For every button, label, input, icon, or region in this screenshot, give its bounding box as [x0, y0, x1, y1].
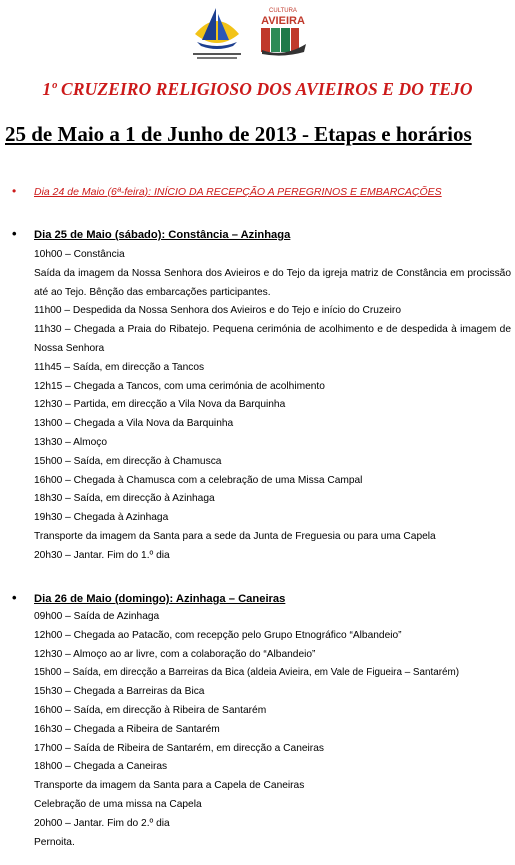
schedule-item: 16h30 – Chegada a Ribeira de Santarém	[34, 723, 220, 735]
page-title: 1º CRUZEIRO RELIGIOSO DOS AVIEIROS E DO TEJO	[42, 79, 473, 99]
bullet-icon: •	[12, 226, 17, 241]
schedule-item: 12h00 – Chegada ao Patacão, com recepção pelo Grupo Etnográfico “Albandeio”	[34, 629, 402, 641]
schedule-item: 13h30 – Almoço	[34, 436, 108, 448]
schedule-item: Celebração de uma missa na Capela	[34, 798, 202, 810]
schedule-item: Transporte da imagem da Santa para a Capela de Caneiras	[34, 780, 305, 792]
schedule-item: 20h30 – Jantar. Fim do 1.º dia	[34, 549, 170, 561]
nossa-senhora-logo	[189, 4, 245, 62]
schedule-heading: 25 de Maio a 1 de Junho de 2013 - Etapas e horários	[5, 122, 472, 146]
schedule-item: 12h15 – Chegada a Tancos, com uma cerimónia de acolhimento	[34, 380, 325, 392]
schedule-item: Pernoita.	[34, 836, 75, 848]
day-schedule-list	[34, 246, 511, 566]
schedule-item: 18h00 – Chegada a Caneiras	[34, 761, 168, 773]
pre-day-note: • Dia 24 de Maio (6ª-feira): INÍCIO DA RECEPÇÃO A PEREGRINOS E EMBARCAÇÕES	[12, 184, 442, 198]
schedule-item: 16h00 – Chegada à Chamusca com a celebração de uma Missa Campal	[34, 474, 363, 486]
bullet-icon: •	[12, 184, 17, 198]
schedule-item: 15h00 – Saída, em direcção a Barreiras da Bica (aldeia Avieira, em Vale de Figueira – Santarém)	[34, 667, 460, 679]
cultura-avieira-logo	[258, 6, 308, 58]
schedule-item: 17h00 – Saída de Ribeira de Santarém, em direcção a Caneiras	[34, 742, 324, 754]
day-heading: • Dia 26 de Maio (domingo): Azinhaga – Caneiras	[12, 590, 286, 605]
schedule-item: 09h00 – Saída de Azinhaga	[34, 611, 160, 622]
header-logos	[0, 4, 515, 64]
schedule-item: 12h30 – Partida, em direcção a Vila Nova da Barquinha	[34, 399, 286, 411]
schedule-item: 15h00 – Saída, em direcção à Chamusca	[34, 455, 222, 467]
svg-text:CULTURA: CULTURA	[269, 8, 297, 14]
bullet-icon: •	[12, 590, 17, 605]
schedule-item: 12h30 – Almoço ao ar livre, com a colaboração do “Albandeio”	[34, 648, 316, 660]
schedule-item: 16h00 – Saída, em direcção à Ribeira de Santarém	[34, 704, 267, 716]
day-schedule-list	[34, 608, 511, 852]
schedule-item: 11h45 – Saída, em direcção a Tancos	[34, 361, 205, 373]
schedule-item: 15h30 – Chegada a Barreiras da Bica	[34, 686, 205, 698]
svg-text:AVIEIRA: AVIEIRA	[261, 15, 305, 27]
schedule-item: Saída da imagem da Nossa Senhora dos Avieiros e do Tejo da igreja matriz de Constância em procissão até ao Tejo. Bênção das embarcações participantes.	[34, 267, 511, 298]
schedule-item: 11h30 – Chegada a Praia do Ribatejo. Pequena cerimónia de acolhimento e de despedida à imagem de Nossa Senhora	[34, 324, 511, 354]
schedule-item: 10h00 – Constância	[34, 249, 125, 260]
schedule-item: Transporte da imagem da Santa para a sede da Junta de Freguesia ou para uma Capela	[34, 530, 436, 542]
schedule-item: 11h00 – Despedida da Nossa Senhora dos Avieiros e do Tejo e início do Cruzeiro	[34, 305, 401, 317]
schedule-item: 19h30 – Chegada à Azinhaga	[34, 512, 169, 524]
schedule-item: 13h00 – Chegada a Vila Nova da Barquinha	[34, 418, 234, 430]
schedule-item: 20h00 – Jantar. Fim do 2.º dia	[34, 817, 170, 829]
schedule-item: 18h30 – Saída, em direcção à Azinhaga	[34, 493, 215, 505]
day-heading: • Dia 25 de Maio (sábado): Constância – Azinhaga	[12, 226, 291, 241]
